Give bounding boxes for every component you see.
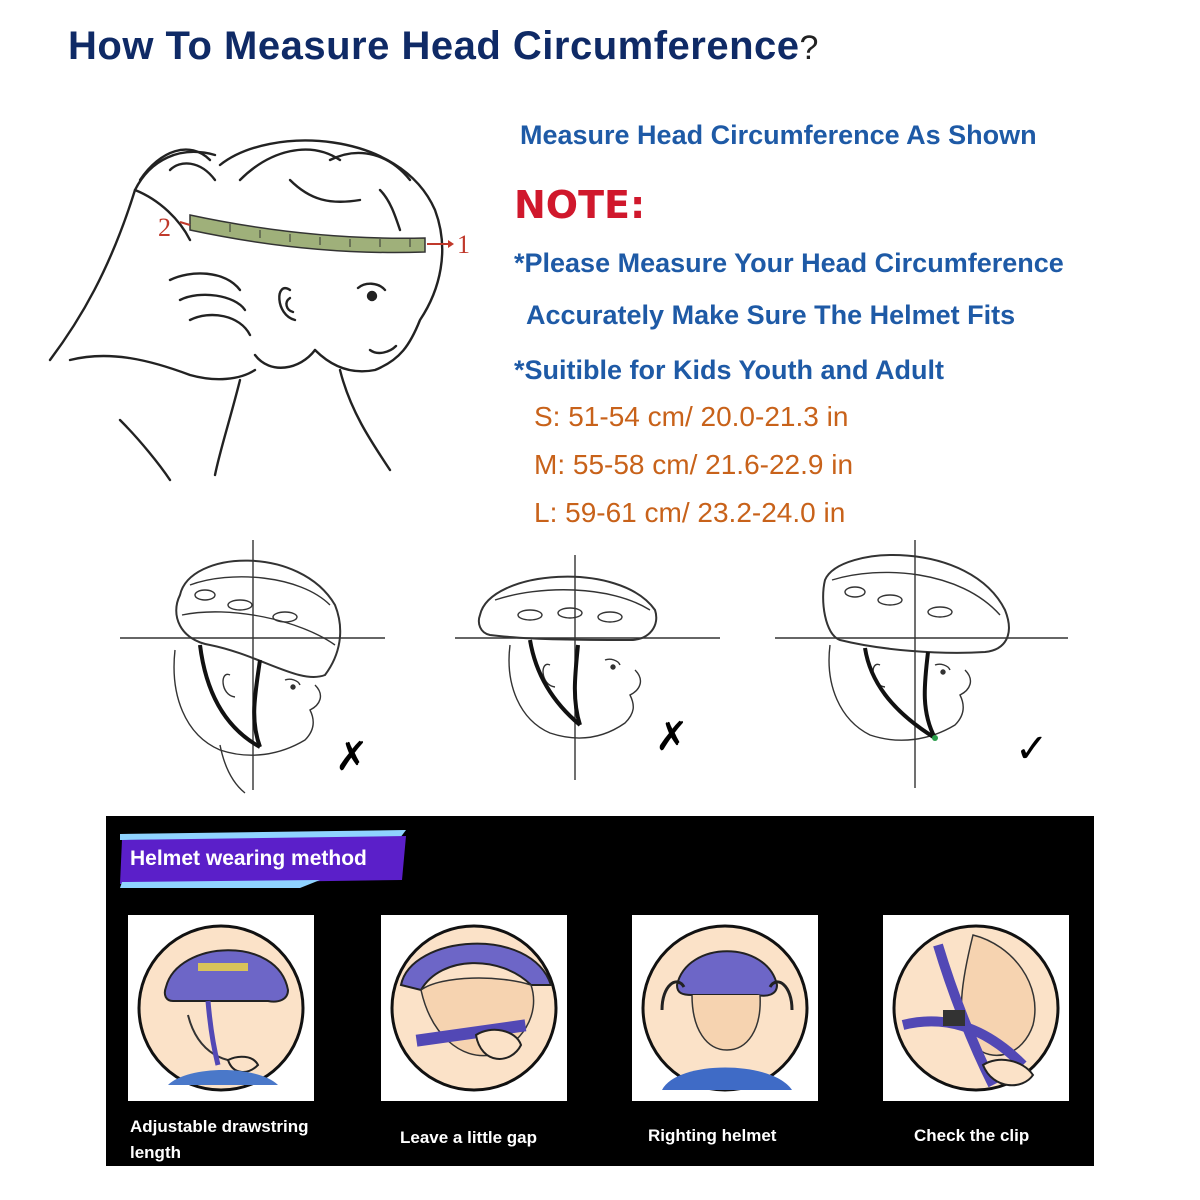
helmet-view-too-low — [450, 555, 730, 785]
head-measure-illustration — [40, 120, 490, 490]
note-line-2: Accurately Make Sure The Helmet Fits — [526, 300, 1016, 330]
step-clip-photo — [883, 915, 1069, 1101]
step-righting-photo — [632, 915, 818, 1101]
instruction-text: Measure Head Circumference As Shown — [520, 120, 1037, 150]
marker-end-label: 1 — [457, 230, 470, 259]
size-large: L: 59-61 cm/ 23.2-24.0 in — [534, 497, 846, 528]
incorrect-mark-1: ✗ — [335, 734, 369, 780]
helmet-view-too-far-back — [110, 535, 390, 795]
note-line-3: *Suitible for Kids Youth and Adult — [514, 355, 944, 385]
title-text: How To Measure Head Circumference — [68, 24, 800, 68]
chin-gap-icon — [381, 915, 567, 1101]
note-heading: NOTE: — [514, 183, 646, 227]
size-medium: M: 55-58 cm/ 21.6-22.9 in — [534, 449, 854, 480]
caption-righting: Righting helmet — [648, 1126, 777, 1145]
title-question-mark: ? — [799, 29, 819, 67]
incorrect-mark-2: ✗ — [655, 714, 689, 760]
measuring-tape — [190, 215, 425, 253]
step-gap-photo — [381, 915, 567, 1101]
correct-mark: ✓ — [1015, 726, 1049, 772]
caption-clip: Check the clip — [914, 1126, 1030, 1145]
caption-drawstring-line1: Adjustable drawstring — [130, 1117, 309, 1136]
caption-drawstring-line2: length — [130, 1143, 181, 1162]
clip-check-icon — [883, 915, 1069, 1101]
helmet-view-correct — [770, 540, 1070, 790]
note-line-1: *Please Measure Your Head Circumference — [514, 248, 1064, 278]
size-small: S: 51-54 cm/ 20.0-21.3 in — [534, 401, 849, 432]
method-label: Helmet wearing method — [130, 847, 367, 870]
hand-outline — [50, 152, 215, 360]
marker-start-label: 2 — [158, 213, 171, 242]
caption-gap: Leave a little gap — [400, 1128, 537, 1147]
drawstring-icon — [128, 915, 314, 1101]
step-drawstring-photo — [128, 915, 314, 1101]
helmet-position-icon — [632, 915, 818, 1101]
page-title — [68, 24, 819, 69]
